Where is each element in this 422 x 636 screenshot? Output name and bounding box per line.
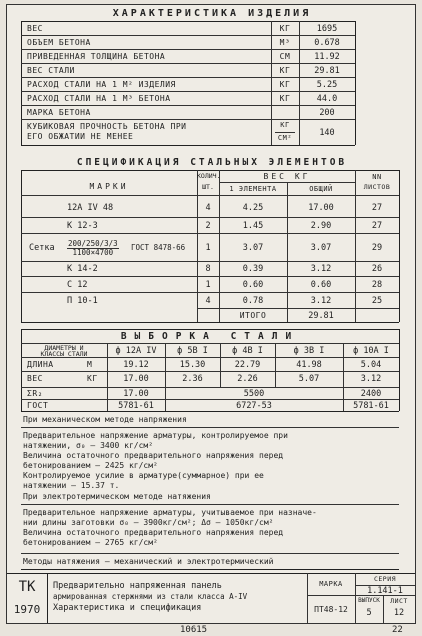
spec-mark-1: К 12-3 — [67, 221, 98, 231]
elec-line-1: нии длины заготовки σ₀ — 3900кг/см²; Δσ — 1050кг/см² — [23, 518, 274, 527]
char-value-1: 0.678 — [314, 38, 340, 48]
spec-total-0: 17.00 — [308, 203, 334, 213]
selection-cell-1-1: 2.36 — [182, 374, 203, 384]
char-label-6: МАРКА БЕТОНА — [27, 108, 91, 117]
spec-one-0: 4.25 — [242, 203, 264, 213]
char-label-5: РАСХОД СТАЛИ НА 1 М³ БЕТОНА — [27, 94, 171, 103]
mesh-gost: ГОСТ 8478-66 — [131, 243, 186, 252]
spec-total-label: ИТОГО — [239, 311, 267, 320]
spec-sheet-1: 27 — [371, 221, 383, 231]
stamp-mark-label: МАРКА — [319, 580, 343, 588]
notes-methods: Методы натяжения — механический и электротермический — [23, 557, 274, 566]
selection-header-0: ф 12А IV — [115, 346, 157, 356]
spec-col-weight-total: ОБЩИЙ — [309, 185, 333, 193]
spec-total-3: 3.12 — [310, 264, 332, 274]
stamp-issue-value: 5 — [366, 608, 372, 618]
elec-line-0: Предварительное напряжение арматуры, учитываемое при назначе- — [23, 508, 317, 517]
selection-row-unit-1: КГ — [87, 374, 98, 383]
selection-cell-0-2: 22.79 — [234, 360, 261, 370]
spec-one-3: 0.39 — [242, 264, 264, 274]
spec-one-5: 0.78 — [242, 296, 264, 306]
selection-cell-1-2: 2.26 — [237, 374, 258, 384]
mech-line-0: Предварительное напряжение арматуры, контролируемое при — [23, 431, 288, 440]
footer-number: 10615 — [180, 625, 208, 635]
spec-mark-0: 12А IV 48 — [67, 203, 114, 213]
stamp-tk: ТК — [18, 579, 36, 595]
mech-line-3: бетонированием — 2425 кг/см² — [23, 461, 158, 470]
spec-title: СПЕЦИФИКАЦИЯ СТАЛЬНЫХ ЭЛЕМЕНТОВ — [76, 157, 348, 168]
spec-qty-4: 1 — [205, 280, 211, 290]
char-unit-0: КГ — [279, 24, 291, 33]
spec-qty-3: 8 — [205, 264, 211, 274]
char-value-2: 11.92 — [314, 52, 340, 62]
selection-cell-0-4: 5.04 — [360, 360, 382, 370]
mesh-prefix: Сетка — [29, 243, 55, 253]
selection-header-3: ф 3В I — [293, 346, 325, 356]
char-label-3: ВЕС СТАЛИ — [27, 66, 75, 75]
stamp-issue-label: ВЫПУСК — [358, 597, 380, 604]
stamp-series-value: 1.141-1 — [367, 586, 403, 596]
spec-sheet-0: 27 — [371, 203, 383, 213]
char-label-4: РАСХОД СТАЛИ НА 1 М² ИЗДЕЛИЯ — [27, 80, 176, 89]
selection-cell-1-4: 3.12 — [360, 374, 382, 384]
selection-title: ВЫБОРКА СТАЛИ — [120, 331, 300, 342]
mech-line-5: натяжении — 15.37 т. — [23, 481, 120, 490]
footer-page: 22 — [392, 625, 403, 635]
elec-line-2: Величина остаточного предварительного напряжения перед — [23, 528, 284, 537]
strength-label-1: КУБИКОВАЯ ПРОЧНОСТЬ БЕТОНА ПРИ — [27, 122, 187, 131]
stamp-series-label: СЕРИЯ — [373, 575, 397, 583]
char-unit-3: КГ — [279, 66, 291, 75]
spec-mark-5: П 10-1 — [67, 296, 98, 306]
selection-gost-mid: 6727-53 — [236, 401, 272, 411]
mesh-fraction — [67, 238, 119, 257]
stamp-title-1: Предварительно напряженная панель — [53, 581, 222, 591]
notes-heading-mech: При механическом методе напряжения — [23, 415, 187, 424]
char-value-4: 5.25 — [316, 80, 338, 90]
char-label-1: ОБЪЕМ БЕТОНА — [27, 38, 91, 47]
spec-col-weight: ВЕС КГ — [263, 172, 311, 181]
spec-sheet-3: 26 — [371, 264, 383, 274]
selection-head-1: ДИАМЕТРЫ И — [44, 344, 84, 352]
notes-heading-elec: При электротермическом методе натяжения — [23, 492, 211, 501]
selection-sum-left: 17.00 — [123, 389, 149, 399]
char-value-6: 200 — [319, 108, 335, 118]
selection-header-2: ф 4В I — [232, 346, 263, 356]
strength-unit-top: КГ — [280, 121, 290, 129]
spec-total-4: 0.60 — [310, 280, 332, 290]
spec-total-value: 29.81 — [308, 311, 334, 321]
stamp-sheet-label: ЛИСТ — [390, 597, 408, 605]
strength-label-2: ЕГО ОБЖАТИИ НЕ МЕНЕЕ — [27, 132, 134, 141]
selection-cell-0-3: 41.98 — [296, 360, 322, 370]
stamp-sheet-value: 12 — [393, 608, 405, 618]
spec-one-2: 3.07 — [242, 243, 264, 253]
spec-col-marks: МАРКИ — [89, 182, 129, 191]
elec-line-3: бетонированием — 2765 кг/см² — [23, 538, 158, 547]
drawing-sheet — [6, 4, 416, 624]
spec-qty-2: 1 — [205, 243, 211, 253]
selection-row-label-1: ВЕС — [27, 374, 43, 383]
spec-qty-0: 4 — [205, 203, 211, 213]
spec-qty-1: 2 — [205, 221, 211, 231]
selection-sum-label: ΣR₂ — [27, 389, 43, 398]
spec-total-1: 2.90 — [310, 221, 332, 231]
selection-gost-right: 5781-61 — [353, 401, 389, 411]
spec-one-4: 0.60 — [242, 280, 264, 290]
mech-line-2: Величина остаточного предварительного напряжения перед — [23, 451, 284, 460]
spec-total-2: 3.07 — [310, 243, 332, 253]
spec-sheet-4: 28 — [371, 280, 383, 290]
mesh-top: 200/250/3/3 — [68, 239, 118, 248]
char-unit-4: КГ — [279, 80, 291, 89]
spec-qty-5: 4 — [205, 296, 211, 306]
spec-sheet-5: 25 — [371, 296, 383, 306]
spec-mark-4: С 12 — [67, 280, 88, 290]
selection-sum-mid: 5500 — [243, 389, 265, 399]
spec-one-1: 1.45 — [242, 221, 264, 231]
strength-unit-bottom: СМ² — [277, 134, 293, 142]
spec-col-qty-2: ШТ. — [202, 183, 214, 191]
spec-total-5: 3.12 — [310, 296, 332, 306]
char-label-0: ВЕС — [27, 24, 43, 33]
char-value-5: 44.0 — [316, 94, 338, 104]
mesh-bottom: 1100×4700 — [72, 248, 114, 257]
strength-value: 140 — [319, 128, 335, 138]
selection-head-2: КЛАССЫ СТАЛИ — [40, 350, 88, 358]
selection-cell-0-1: 15.30 — [179, 360, 206, 370]
characteristics-title: ХАРАКТЕРИСТИКА ИЗДЕЛИЯ — [112, 8, 312, 19]
char-value-0: 1695 — [316, 24, 338, 34]
stamp-title-3: Характеристика и спецификация — [53, 603, 202, 613]
char-label-2: ПРИВЕДЕННАЯ ТОЛЩИНА БЕТОНА — [27, 52, 166, 61]
mech-line-1: натяжении, σ₀ — 3400 кг/см² — [23, 441, 154, 450]
char-unit-1: М³ — [279, 38, 291, 47]
spec-col-sheets-1: NN — [372, 173, 382, 181]
char-value-3: 29.81 — [314, 66, 340, 76]
spec-col-qty-1: КОЛИЧ. — [197, 172, 221, 180]
mech-line-4: Контролируемое усилие в арматуре(суммарное) при ее — [23, 471, 264, 480]
selection-cell-1-3: 5.07 — [298, 374, 320, 384]
selection-gost-left: 5781-61 — [118, 401, 154, 411]
spec-sheet-2: 29 — [371, 243, 383, 253]
stamp-title-2: армированная стержнями из стали класса А-IV — [53, 592, 248, 601]
selection-gost-label: ГОСТ — [27, 401, 49, 410]
char-unit-5: КГ — [279, 94, 291, 103]
spec-col-weight-one: 1 ЭЛЕМЕНТА — [229, 185, 277, 193]
selection-row-label-0: ДЛИНА — [27, 360, 54, 369]
selection-cell-1-0: 17.00 — [123, 374, 149, 384]
spec-col-sheets-2: ЛИСТОВ — [363, 183, 391, 191]
char-unit-2: СМ — [279, 52, 291, 61]
stamp-year: 1970 — [13, 603, 41, 616]
selection-header-4: ф 10А I — [353, 346, 389, 356]
selection-row-unit-0: М — [87, 360, 93, 369]
selection-sum-right: 2400 — [360, 389, 382, 399]
stamp-mark-value: ПТ48-12 — [314, 605, 348, 614]
selection-cell-0-0: 19.12 — [123, 360, 149, 370]
spec-mark-3: К 14-2 — [67, 264, 98, 274]
selection-header-1: ф 5В I — [177, 346, 208, 356]
